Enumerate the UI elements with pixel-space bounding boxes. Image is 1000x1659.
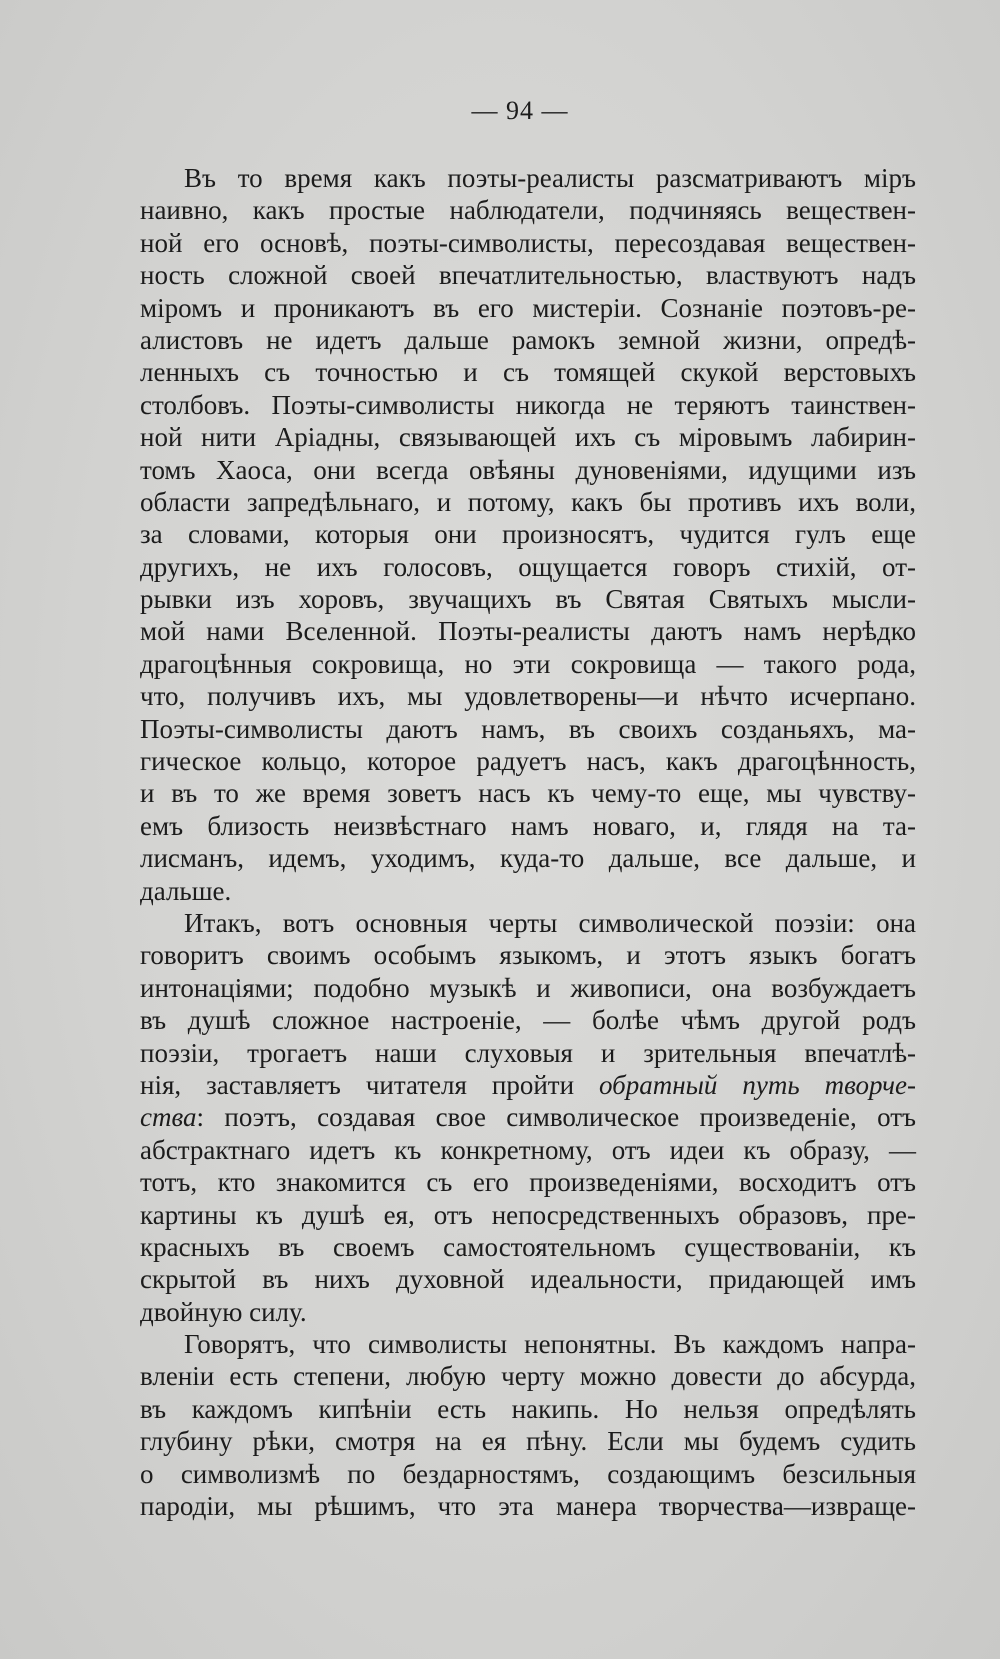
text-line: двойную силу. <box>140 1296 307 1327</box>
text-line: томъ Хаоса, они всегда овѣяны дуновеніями, идущими изъ <box>140 454 916 485</box>
text-line: интонаціями; подобно музыкѣ и живописи, она возбуждаетъ <box>140 972 916 1003</box>
text-line: столбовъ. Поэты-символисты никогда не теряютъ таинствен- <box>140 389 916 420</box>
text-line: Говорятъ, что символисты непонятны. Въ каждомъ напра- <box>184 1329 916 1360</box>
text-line-with-italic <box>140 1069 916 1101</box>
text-line: поэзіи, трогаетъ наши слуховыя и зрительныя впечатлѣ- <box>140 1037 916 1068</box>
text-line: и въ то же время зоветъ насъ къ чему-то еще, мы чувству- <box>140 778 916 809</box>
text-line: въ каждомъ кипѣніи есть накипь. Но нельзя опредѣлять <box>140 1393 916 1424</box>
text-line: ной нити Аріадны, связывающей ихъ съ міровымъ лабирин- <box>140 422 916 453</box>
body-text <box>140 162 916 1522</box>
text-line: алистовъ не идетъ дальше рамокъ земной жизни, опредѣ- <box>140 324 916 355</box>
page-number: — 94 — <box>471 96 569 125</box>
paragraph-3 <box>140 1328 916 1522</box>
text-line: ной его основѣ, поэты-символисты, пересоздавая веществен- <box>140 227 916 258</box>
paragraph-2 <box>140 907 916 1328</box>
text-line: пародіи, мы рѣшимъ, что эта манера творчества—извраще- <box>140 1491 916 1522</box>
text-line: мой нами Вселенной. Поэты-реалисты даютъ намъ нерѣдко <box>140 616 916 647</box>
text-line: абстрактнаго идетъ къ конкретному, отъ идеи къ образу, — <box>140 1134 916 1165</box>
text-line: въ душѣ сложное настроеніе, — болѣе чѣмъ другой родъ <box>140 1005 916 1036</box>
text-line: за словами, которыя они произносятъ, чудится гулъ еще <box>140 519 916 550</box>
text-line: гическое кольцо, которое радуетъ насъ, какъ драгоцѣнность, <box>140 746 916 777</box>
paragraph-1 <box>140 162 916 907</box>
text-line: глубину рѣки, смотря на ея пѣну. Если мы будемъ судить <box>140 1426 916 1457</box>
text-line: рывки изъ хоровъ, звучащихъ въ Святая Святыхъ мысли- <box>140 584 916 615</box>
text-line: наивно, какъ простые наблюдатели, подчиняясь веществен- <box>140 195 916 226</box>
text-line: красныхъ въ своемъ самостоятельномъ существованіи, къ <box>140 1231 916 1262</box>
text-line: области запредѣльнаго, и потому, какъ бы противъ ихъ воли, <box>140 486 916 517</box>
text-line: ность сложной своей впечатлительностью, властвуютъ надъ <box>140 260 916 291</box>
text-line: Итакъ, вотъ основныя черты символической поэзіи: она <box>184 907 916 938</box>
text-line: драгоцѣнныя сокровища, но эти сокровища — такого рода, <box>140 648 916 679</box>
text-line: емъ близость неизвѣстнаго намъ новаго, и, глядя на та- <box>140 810 916 841</box>
text-line: другихъ, не ихъ голосовъ, ощущается говоръ стихій, от- <box>140 551 916 582</box>
text-line: Въ то время какъ поэты-реалисты разсматриваютъ міръ <box>184 163 916 193</box>
text-line: картины къ душѣ ея, отъ непосредственныхъ образовъ, пре- <box>140 1199 916 1230</box>
text-run: : поэтъ, создавая свое символическое произведеніе, отъ <box>196 1102 916 1133</box>
text-line-with-italic <box>140 1101 916 1133</box>
italic-phrase: ства <box>140 1102 197 1133</box>
text-line: о символизмѣ по бездарностямъ, создающимъ безсильныя <box>140 1458 916 1489</box>
italic-phrase: обратный путь творче- <box>599 1069 916 1100</box>
text-line: тотъ, кто знакомится съ его произведеніями, восходитъ отъ <box>140 1167 916 1198</box>
text-line: міромъ и проникаютъ въ его мистеріи. Сознаніе поэтовъ-ре- <box>140 292 916 323</box>
text-line: лисманъ, идемъ, уходимъ, куда-то дальше, все дальше, и <box>140 843 916 874</box>
text-line: вленіи есть степени, любую черту можно довести до абсурда, <box>140 1361 916 1392</box>
text-line: скрытой въ нихъ духовной идеальности, придающей имъ <box>140 1264 916 1295</box>
text-line: дальше. <box>140 875 232 906</box>
text-line: ленныхъ съ точностью и съ томящей скукой верстовыхъ <box>140 357 916 388</box>
text-line: говоритъ своимъ особымъ языкомъ, и этотъ языкъ богатъ <box>140 940 916 971</box>
text-run: нія, заставляетъ читателя пройти <box>140 1069 600 1100</box>
text-line: что, получивъ ихъ, мы удовлетворены—и нѣчто исчерпано. <box>140 681 916 712</box>
text-line: Поэты-символисты даютъ намъ, въ своихъ созданьяхъ, ма- <box>140 713 916 744</box>
